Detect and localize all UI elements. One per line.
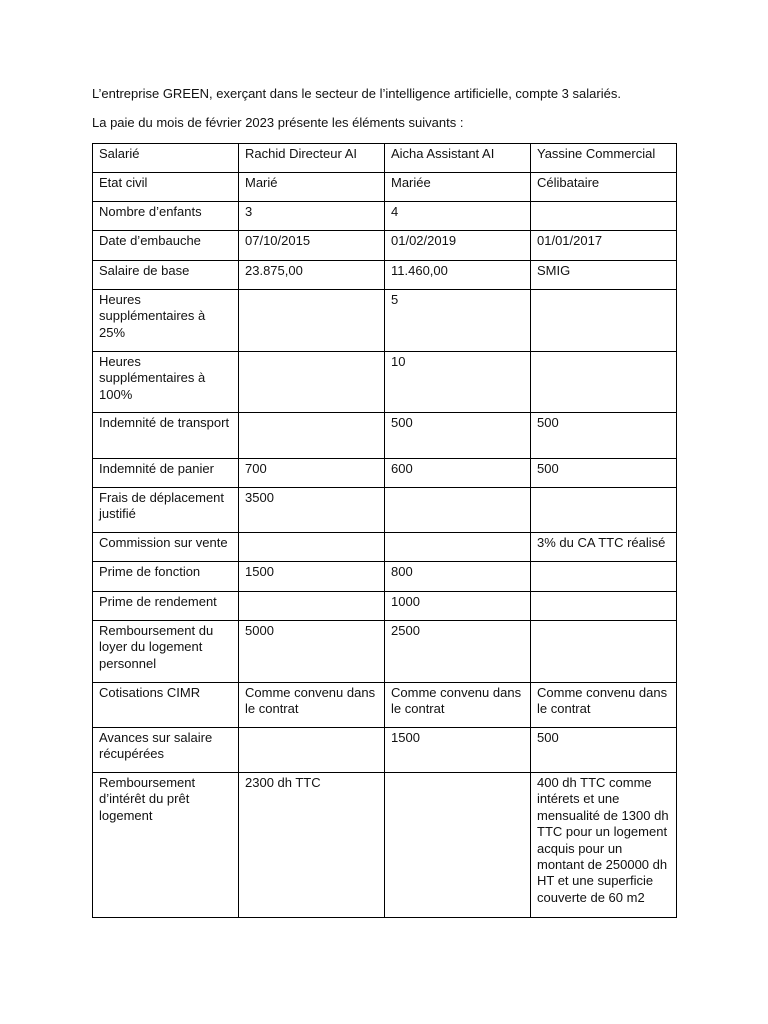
table-cell: Remboursement du loyer du logement personnel xyxy=(93,621,239,683)
table-row xyxy=(93,562,677,592)
table-cell: 700 xyxy=(239,459,385,488)
table-cell: Etat civil xyxy=(93,173,239,202)
table-cell xyxy=(531,621,677,683)
table-cell: Salarié xyxy=(93,144,239,173)
table-cell xyxy=(531,488,677,533)
table-row xyxy=(93,592,677,621)
table-cell: Comme convenu dans le contrat xyxy=(239,683,385,728)
table-cell: 01/02/2019 xyxy=(385,231,531,261)
table-row xyxy=(93,621,677,683)
table-cell: Nombre d’enfants xyxy=(93,202,239,231)
table-cell: Heures supplémentaires à 25% xyxy=(93,290,239,352)
table-row xyxy=(93,728,677,773)
table-cell: 3500 xyxy=(239,488,385,533)
table-cell: Avances sur salaire récupérées xyxy=(93,728,239,773)
table-row xyxy=(93,459,677,488)
table-cell xyxy=(385,533,531,562)
table-cell xyxy=(385,773,531,918)
table-cell: 500 xyxy=(385,413,531,459)
table-row xyxy=(93,202,677,231)
table-cell: Commission sur vente xyxy=(93,533,239,562)
table-cell: SMIG xyxy=(531,261,677,290)
table-cell: Prime de fonction xyxy=(93,562,239,592)
table-cell: Indemnité de transport xyxy=(93,413,239,459)
table-row xyxy=(93,144,677,173)
table-row xyxy=(93,173,677,202)
table-cell: 2500 xyxy=(385,621,531,683)
table-row xyxy=(93,488,677,533)
table-row xyxy=(93,533,677,562)
table-cell: Frais de déplacement justifié xyxy=(93,488,239,533)
table-cell: Comme convenu dans le contrat xyxy=(531,683,677,728)
table-row xyxy=(93,352,677,413)
table-cell: 1500 xyxy=(385,728,531,773)
table-cell: 500 xyxy=(531,459,677,488)
table-cell: Heures supplémentaires à 100% xyxy=(93,352,239,413)
table-cell: Date d’embauche xyxy=(93,231,239,261)
table-cell: 4 xyxy=(385,202,531,231)
table-row xyxy=(93,261,677,290)
table-cell: 11.460,00 xyxy=(385,261,531,290)
table-cell: 3% du CA TTC réalisé xyxy=(531,533,677,562)
table-cell: Yassine Commercial xyxy=(531,144,677,173)
table-row xyxy=(93,290,677,352)
table-cell xyxy=(531,562,677,592)
table-cell xyxy=(239,592,385,621)
table-cell: 500 xyxy=(531,728,677,773)
table-cell: 3 xyxy=(239,202,385,231)
table-row xyxy=(93,231,677,261)
table-cell xyxy=(239,352,385,413)
table-row xyxy=(93,773,677,918)
table-cell: 2300 dh TTC xyxy=(239,773,385,918)
table-cell: Cotisations CIMR xyxy=(93,683,239,728)
table-cell: Rachid Directeur AI xyxy=(239,144,385,173)
table-cell xyxy=(531,352,677,413)
table-cell xyxy=(531,592,677,621)
table-row xyxy=(93,413,677,459)
table-cell: 1500 xyxy=(239,562,385,592)
table-cell: 07/10/2015 xyxy=(239,231,385,261)
table-cell: Remboursement d’intérêt du prêt logement xyxy=(93,773,239,918)
table-cell: 5 xyxy=(385,290,531,352)
table-cell: Célibataire xyxy=(531,173,677,202)
table-cell: 600 xyxy=(385,459,531,488)
table-cell: 500 xyxy=(531,413,677,459)
table-cell xyxy=(239,413,385,459)
table-cell xyxy=(239,533,385,562)
payroll-table xyxy=(92,143,677,918)
subtitle-paragraph: La paie du mois de février 2023 présente les éléments suivants : xyxy=(92,115,464,130)
table-cell: Prime de rendement xyxy=(93,592,239,621)
table-row xyxy=(93,683,677,728)
table-cell xyxy=(239,290,385,352)
intro-paragraph: L’entreprise GREEN, exerçant dans le secteur de l’intelligence artificielle, compte 3 salariés. xyxy=(92,86,621,101)
table-cell: 01/01/2017 xyxy=(531,231,677,261)
table-cell: Marié xyxy=(239,173,385,202)
table-cell: Mariée xyxy=(385,173,531,202)
table-cell xyxy=(385,488,531,533)
table-cell: 800 xyxy=(385,562,531,592)
table-cell xyxy=(531,290,677,352)
table-cell: Aicha Assistant AI xyxy=(385,144,531,173)
table-cell xyxy=(239,728,385,773)
table-cell: Salaire de base xyxy=(93,261,239,290)
table-cell: Comme convenu dans le contrat xyxy=(385,683,531,728)
table-cell: 5000 xyxy=(239,621,385,683)
table-cell: 1000 xyxy=(385,592,531,621)
table-cell xyxy=(531,202,677,231)
table-cell: 10 xyxy=(385,352,531,413)
table-cell: 23.875,00 xyxy=(239,261,385,290)
table-cell: Indemnité de panier xyxy=(93,459,239,488)
table-cell: 400 dh TTC comme intérets et une mensualité de 1300 dh TTC pour un logement acquis pour un montant de 250000 dh HT et une superficie couverte de 60 m2 xyxy=(531,773,677,918)
